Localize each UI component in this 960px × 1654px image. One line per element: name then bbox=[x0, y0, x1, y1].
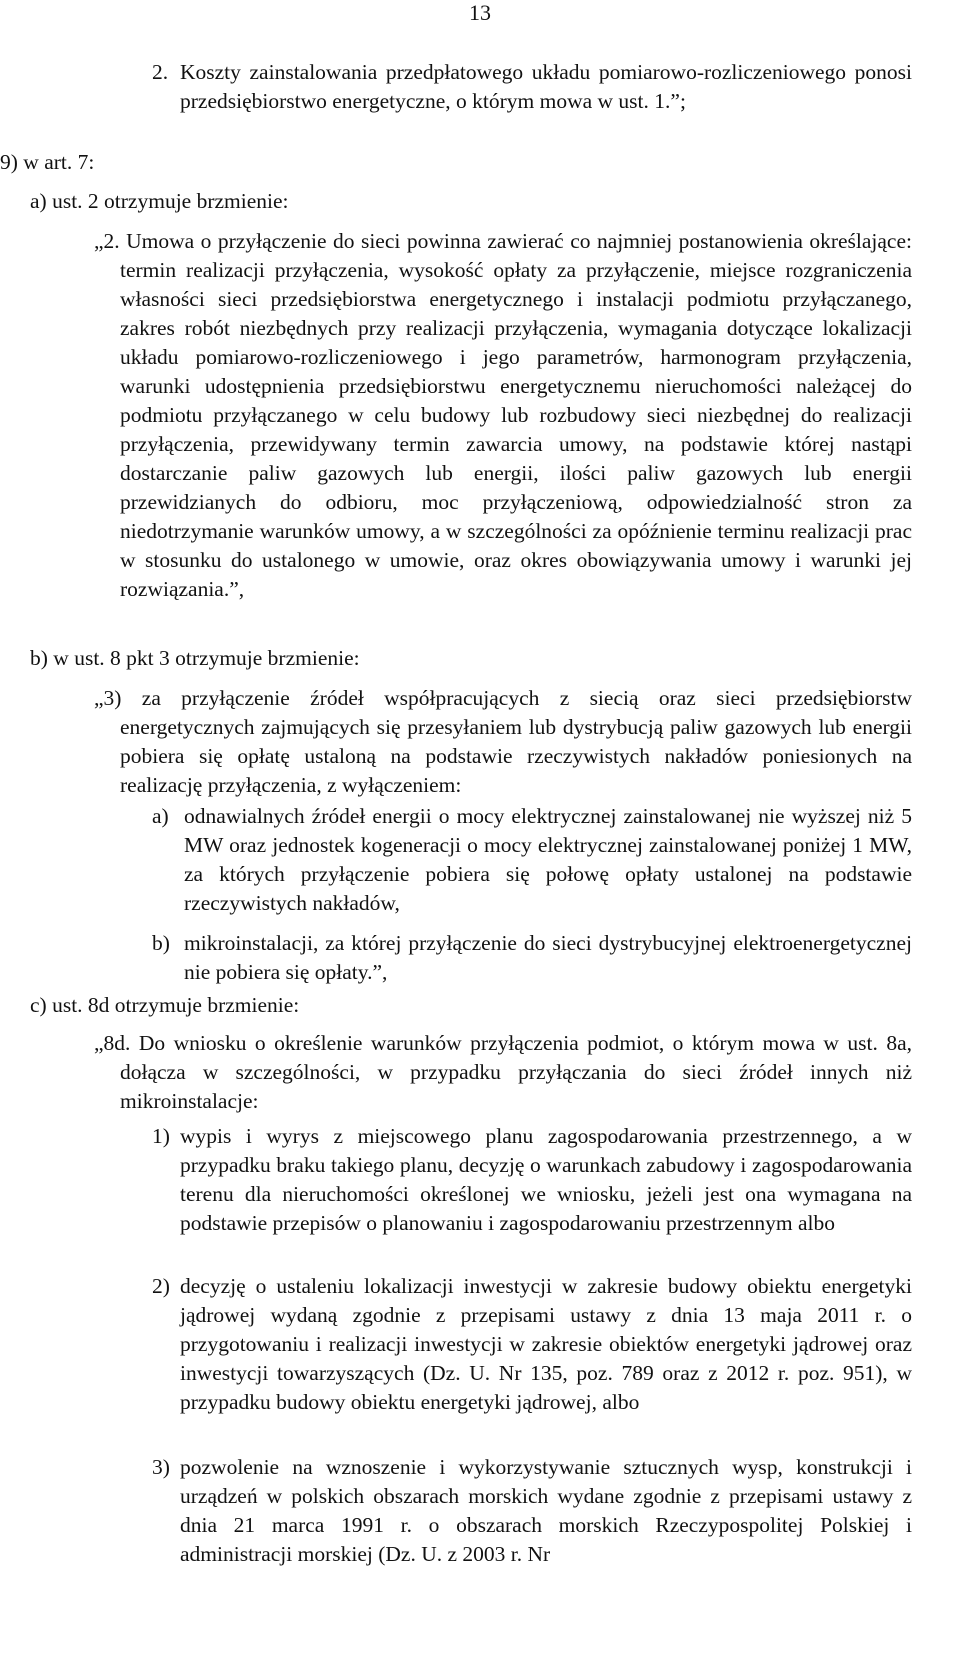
change-a bbox=[30, 187, 289, 216]
point-9 bbox=[0, 148, 94, 177]
ust8d-item-1-label: 1) bbox=[152, 1124, 170, 1148]
point-9-label: 9) bbox=[0, 150, 18, 174]
page-number: 13 bbox=[469, 0, 491, 25]
change-c-label: c) bbox=[30, 993, 47, 1017]
change-a-text: ust. 2 otrzymuje brzmienie: bbox=[52, 189, 289, 213]
pkt3-sub-a-label: a) bbox=[152, 804, 169, 828]
item-2-label: 2. bbox=[152, 60, 169, 84]
change-b bbox=[30, 644, 360, 673]
change-c bbox=[30, 991, 299, 1020]
item-2-text: Koszty zainstalowania przedpłatowego układu pomiarowo-rozliczeniowego ponosi przedsiębiorstwo energetyczne, o którym mowa w ust. 1.”; bbox=[180, 60, 912, 113]
ust8d-item-3-label: 3) bbox=[152, 1455, 170, 1479]
ust8d-item-2-label: 2) bbox=[152, 1274, 170, 1298]
pkt3-sub-b-label: b) bbox=[152, 931, 170, 955]
change-c-text: ust. 8d otrzymuje brzmienie: bbox=[52, 993, 300, 1017]
point-9-text: w art. 7: bbox=[23, 150, 95, 174]
ust8d-item-3-text: pozwolenie na wznoszenie i wykorzystywanie sztucznych wysp, konstrukcji i urządzeń w polskich obszarach morskich wydane zgodnie z przepisami ustawy z dnia 21 marca 1991 r. o obszarach morskich Rzeczypospolitej Polskiej i administracji morskiej (Dz. U. z 2003 r. Nr bbox=[180, 1455, 912, 1566]
pkt3-sub-a-text: odnawialnych źródeł energii o mocy elektrycznej zainstalowanej nie wyższej niż 5 MW oraz jednostek kogeneracji o mocy elektrycznej zainstalowanej poniżej 1 MW, za których przyłączenie pobiera się połowę opłaty ustalonej na podstawie rzeczywistych nakładów, bbox=[184, 804, 912, 915]
change-b-label: b) bbox=[30, 646, 48, 670]
ust8d-item-1-text: wypis i wyrys z miejscowego planu zagospodarowania przestrzennego, a w przypadku braku takiego planu, decyzję o warunkach zabudowy i zagospodarowania terenu dla nieruchomości określonej we wniosku, jeżeli jest ona wymagana na podstawie przepisów o planowaniu i zagospodarowaniu przestrzennym albo bbox=[180, 1124, 912, 1235]
change-a-label: a) bbox=[30, 189, 47, 213]
change-b-text: w ust. 8 pkt 3 otrzymuje brzmienie: bbox=[53, 646, 360, 670]
pkt3-quote: „3) za przyłączenie źródeł współpracujących z siecią oraz sieci przedsiębiorstw energetycznych zajmujących się przesyłaniem lub dystrybucją paliw gazowych lub energii pobiera się opłatę ustaloną na podstawie rzeczywistych nakładów poniesionych na realizację przyłączenia, z wyłączeniem: bbox=[94, 686, 912, 797]
ust8d-item-2-text: decyzję o ustaleniu lokalizacji inwestycji w zakresie budowy obiektu energetyki jądrowej wydaną zgodnie z przepisami ustawy z dnia 13 maja 2011 r. o przygotowaniu i realizacji inwestycji w zakresie obiektów energetyki jądrowej oraz inwestycji towarzyszących (Dz. U. Nr 135, poz. 789 oraz z 2012 r. poz. 951), w przypadku budowy obiektu energetyki jądrowej, albo bbox=[180, 1274, 912, 1414]
ust2-quote: „2. Umowa o przyłączenie do sieci powinna zawierać co najmniej postanowienia określające: termin realizacji przyłączenia, wysokość opłaty za przyłączenie, miejsce rozgraniczenia własności sieci przedsiębiorstwa energetycznego i instalacji podmiotu przyłączanego, zakres robót niezbędnych przy realizacji przyłączenia, wymagania dotyczące lokalizacji układu pomiarowo-rozliczeniowego i jego parametrów, harmonogram przyłączenia, warunki udostępnienia przedsiębiorstwu energetycznemu nieruchomości należącej do podmiotu przyłączanego w celu budowy lub rozbudowy sieci niezbędnej do realizacji przyłączenia, przewidywany termin zawarcia umowy, na podstawie której nastąpi dostarczanie paliw gazowych lub energii, ilości paliw gazowych lub energii przewidzianych do odbioru, moc przyłączeniową, odpowiedzialność stron za niedotrzymanie warunków umowy, a w szczególności za opóźnienie terminu realizacji prac w stosunku do ustalonego w umowie, oraz okres obowiązywania umowy i warunki jej rozwiązania.”, bbox=[94, 229, 912, 601]
ust8d-quote: „8d. Do wniosku o określenie warunków przyłączenia podmiot, o którym mowa w ust. 8a, dołącza w szczególności, w przypadku przyłączania do sieci źródeł innych niż mikroinstalacje: bbox=[94, 1031, 912, 1113]
pkt3-sub-b-text: mikroinstalacji, za której przyłączenie do sieci dystrybucyjnej elektroenergetycznej nie pobiera się opłaty.”, bbox=[184, 931, 912, 984]
